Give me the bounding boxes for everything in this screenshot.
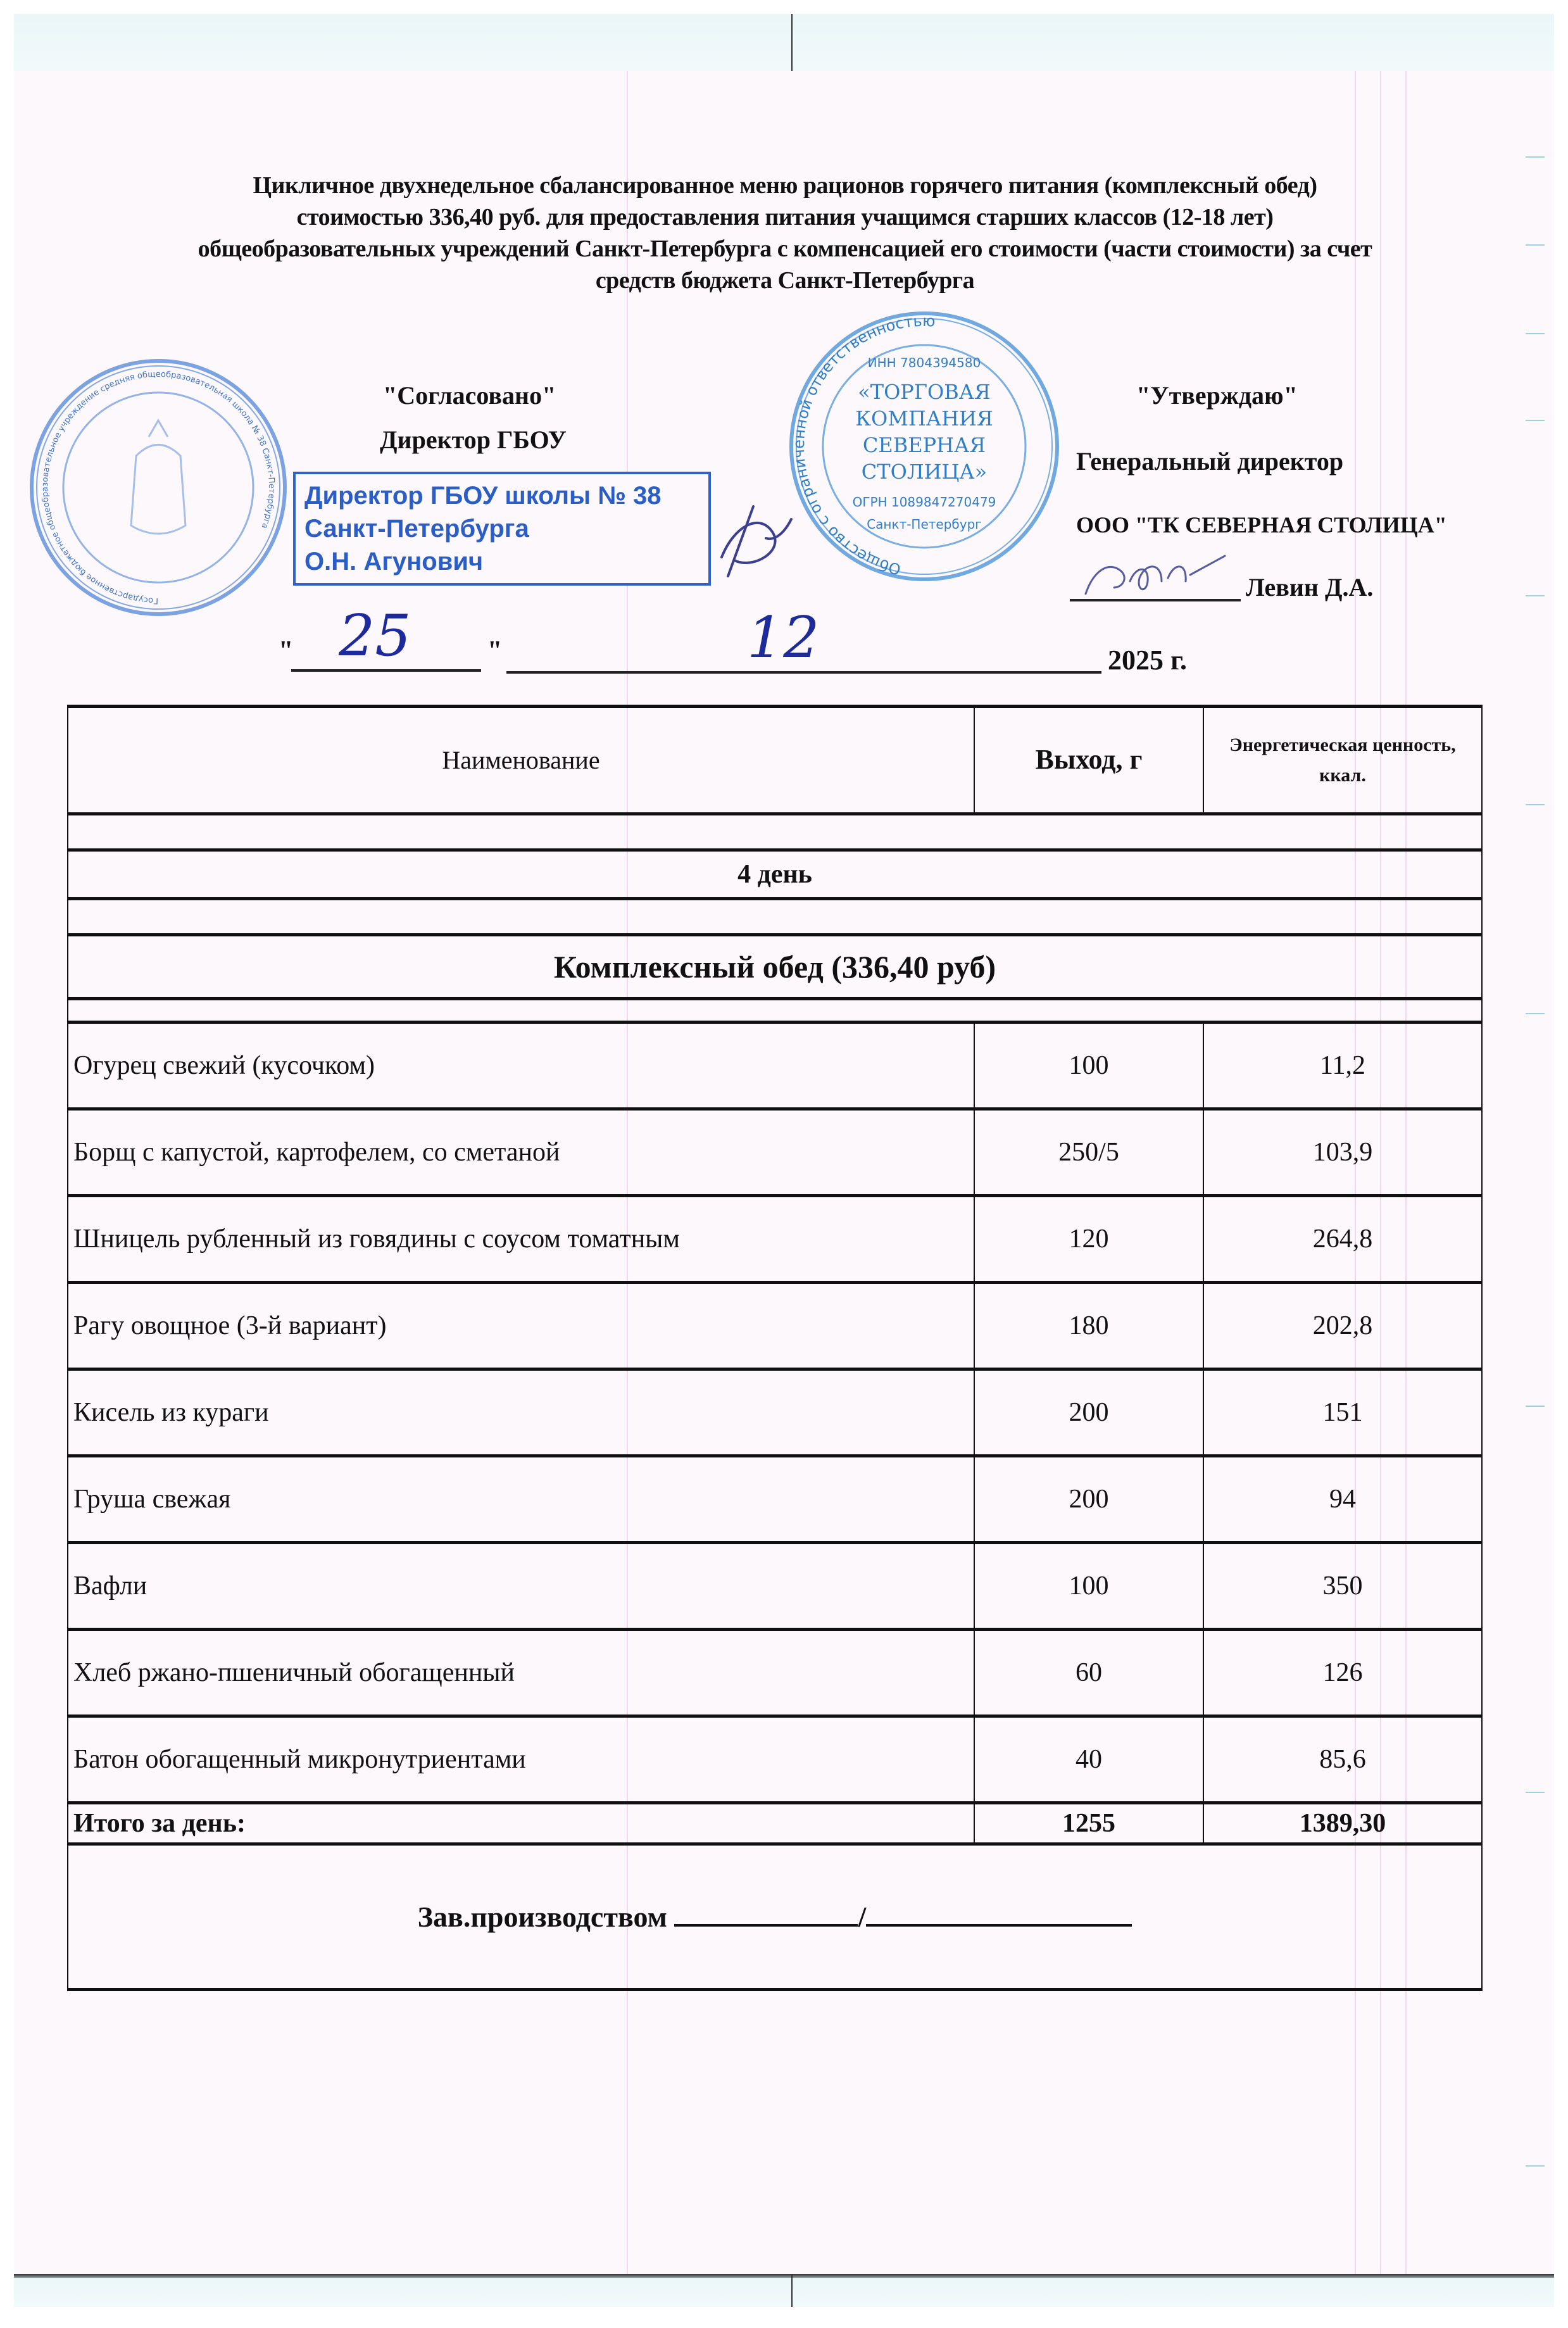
item-yield: 180	[974, 1283, 1203, 1369]
table-row	[68, 1630, 1482, 1716]
item-yield: 100	[974, 1543, 1203, 1630]
date-quote-open: "	[279, 636, 294, 665]
title-line: средств бюджета Санкт-Петербурга	[595, 267, 975, 294]
table-row	[68, 1022, 1482, 1109]
item-energy: 151	[1203, 1369, 1482, 1456]
item-name: Огурец свежий (кусочком)	[68, 1022, 974, 1109]
item-energy: 94	[1203, 1456, 1482, 1543]
header-energy: Энергетическая ценность, ккал.	[1203, 707, 1482, 814]
margin-mark	[1526, 156, 1545, 158]
item-energy: 103,9	[1203, 1109, 1482, 1196]
empty-cell	[68, 899, 1482, 935]
margin-mark	[1526, 804, 1545, 805]
signature-line	[674, 1899, 858, 1927]
stamp-text-inn: ИНН 7804394580	[867, 355, 981, 370]
scanner-edge-bottom	[14, 2274, 1554, 2307]
table-row	[68, 1543, 1482, 1630]
production-head-signature-cell	[68, 1844, 1482, 1990]
title-line: Цикличное двухнедельное сбалансированное меню рационов горячего питания (комплексный обед)	[253, 172, 1317, 199]
stamp-box-line: Санкт-Петербурга	[304, 515, 529, 543]
item-energy: 11,2	[1203, 1022, 1482, 1109]
menu-table	[67, 705, 1483, 1991]
item-yield: 200	[974, 1369, 1203, 1456]
empty-row	[68, 999, 1482, 1022]
item-name: Борщ с капустой, картофелем, со сметаной	[68, 1109, 974, 1196]
director-name-stamp	[293, 472, 711, 586]
empty-cell	[68, 814, 1482, 850]
item-energy: 350	[1203, 1543, 1482, 1630]
stamp-text-city: Санкт-Петербург	[867, 517, 982, 532]
stamp-text: Государственное бюджетное общеобразовательное учреждение средняя общеобразовательная школа № 38 Санкт-Петербурга	[41, 369, 277, 606]
total-energy: 1389,30	[1203, 1803, 1482, 1844]
fold-mark-bottom	[791, 2274, 793, 2307]
stamp-box-line: О.Н. Агунович	[304, 548, 484, 576]
approved-company: ООО "ТК СЕВЕРНАЯ СТОЛИЦА"	[1076, 512, 1447, 538]
scanner-edge-top	[14, 14, 1554, 71]
day-label: 4 день	[68, 850, 1482, 899]
item-energy: 126	[1203, 1630, 1482, 1716]
item-energy: 264,8	[1203, 1196, 1482, 1283]
production-head-signoff	[418, 1899, 1132, 1934]
date-day-line	[291, 669, 481, 672]
approved-heading: "Утверждаю"	[1136, 381, 1298, 410]
stamp-box-line: Директор ГБОУ школы № 38	[304, 482, 662, 510]
item-yield: 40	[974, 1716, 1203, 1803]
empty-row	[68, 814, 1482, 850]
date-year: 2025 г.	[1108, 645, 1188, 676]
title-line: общеобразовательных учреждений Санкт-Петербурга с компенсацией его стоимости (части стоимости) за счет	[198, 236, 1372, 262]
item-yield: 250/5	[974, 1109, 1203, 1196]
date-month-handwritten: 12	[747, 605, 820, 671]
approved-signer: Левин Д.А.	[1246, 573, 1374, 601]
stamp-center-line: КОМПАНИЯ	[855, 406, 993, 431]
item-name: Кисель из кураги	[68, 1369, 974, 1456]
margin-mark	[1526, 2165, 1545, 2167]
empty-cell	[68, 999, 1482, 1022]
document-title	[95, 170, 1475, 296]
signature-row	[68, 1844, 1482, 1990]
total-label: Итого за день:	[68, 1803, 974, 1844]
meal-row	[68, 935, 1482, 999]
title-line: стоимостью 336,40 руб. для предоставления питания учащимся старших классов (12-18 лет)	[296, 204, 1274, 230]
margin-mark	[1526, 1406, 1545, 1407]
date-month-line	[506, 671, 1101, 674]
table-row	[68, 1196, 1482, 1283]
item-energy: 202,8	[1203, 1283, 1482, 1369]
table-row	[68, 1369, 1482, 1456]
stamp-text-ogrn: ОГРН 1089847270479	[852, 494, 996, 510]
header-yield: Выход, г	[974, 707, 1203, 814]
empty-row	[68, 899, 1482, 935]
header-name: Наименование	[68, 707, 974, 814]
total-yield: 1255	[974, 1803, 1203, 1844]
item-name: Рагу овощное (3-й вариант)	[68, 1283, 974, 1369]
production-head-label: Зав.производством	[417, 1901, 667, 1934]
table-row	[68, 1716, 1482, 1803]
item-name: Батон обогащенный микронутриентами	[68, 1716, 974, 1803]
item-yield: 60	[974, 1630, 1203, 1716]
stamp-text-outer: Общество с ограниченной ответственностью	[789, 311, 936, 579]
item-yield: 100	[974, 1022, 1203, 1109]
agreed-heading: "Согласовано"	[383, 381, 556, 410]
stamp-center-line: СЕВЕРНАЯ	[862, 433, 986, 457]
item-name: Хлеб ржано-пшеничный обогащенный	[68, 1630, 974, 1716]
meal-label: Комплексный обед (336,40 руб)	[68, 935, 1482, 999]
day-row	[68, 850, 1482, 899]
total-row	[68, 1803, 1482, 1844]
item-energy: 85,6	[1203, 1716, 1482, 1803]
approved-position: Генеральный директор	[1076, 447, 1344, 475]
fold-mark-top	[791, 14, 793, 71]
stamp-center-line: «ТОРГОВАЯ	[858, 380, 991, 404]
item-name: Вафли	[68, 1543, 974, 1630]
margin-mark	[1526, 1013, 1545, 1014]
table-header-row	[68, 707, 1482, 814]
margin-mark	[1526, 420, 1545, 421]
item-name: Груша свежая	[68, 1456, 974, 1543]
name-line	[866, 1899, 1132, 1927]
margin-mark	[1526, 595, 1545, 596]
item-name: Шницель рубленный из говядины с соусом томатным	[68, 1196, 974, 1283]
stamp-center-line: СТОЛИЦА»	[861, 460, 988, 484]
margin-mark	[1526, 1792, 1545, 1793]
date-day-handwritten: 25	[339, 603, 411, 669]
agreed-position: Директор ГБОУ	[380, 425, 567, 454]
item-yield: 120	[974, 1196, 1203, 1283]
table-row	[68, 1283, 1482, 1369]
signature-separator: /	[858, 1901, 867, 1934]
margin-mark	[1526, 244, 1545, 246]
margin-mark	[1526, 333, 1545, 334]
item-yield: 200	[974, 1456, 1203, 1543]
date-quote-close: "	[487, 636, 503, 665]
signature-line	[1070, 599, 1241, 601]
table-row	[68, 1456, 1482, 1543]
table-row	[68, 1109, 1482, 1196]
